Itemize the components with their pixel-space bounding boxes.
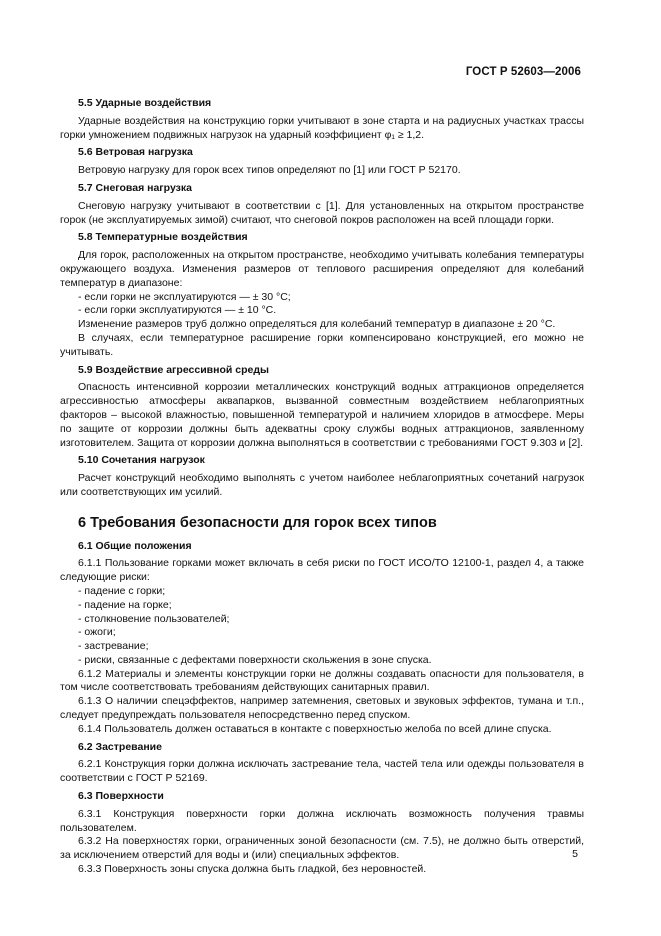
list-item: - риски, связанные с дефектами поверхности скольжения в зоне спуска. [78, 653, 432, 666]
heading-5-6: 5.6 Ветровая нагрузка [78, 146, 193, 159]
paragraph-6-1-2: 6.1.2 Материалы и элементы конструкции горки не должны создавать опасности для пользователя, в том числе соответствовать требованиям действующих санитарных правил. [60, 667, 584, 694]
heading-5-9: 5.9 Воздействие агрессивной среды [78, 363, 269, 376]
list-item: - застревание; [78, 640, 149, 653]
paragraph-5-8-pipes: Изменение размеров труб должно определяться для колебаний температур в диапазоне ± 20 °С. [78, 318, 556, 331]
heading-5-8: 5.8 Температурные воздействия [78, 231, 248, 244]
heading-5-5: 5.5 Ударные воздействия [78, 97, 212, 109]
document-code-header: ГОСТ Р 52603—2006 [465, 66, 581, 78]
paragraph-5-8-compensation: В случаях, если температурное расширение горки компенсировано конструкцией, его можно не учитывать. [60, 331, 584, 358]
paragraph-5-5: Ударные воздействия на конструкцию горки учитывают в зоне старта и на радиусных участках трассы горки умножением подвижных нагрузок на ударный коэффициент φ₁ ≥ 1,2. [60, 114, 584, 141]
paragraph-5-6: Ветровую нагрузку для горок всех типов определяют по [1] или ГОСТ Р 52170. [78, 164, 461, 177]
paragraph-6-1-1: 6.1.1 Пользование горками может включать в себя риски по ГОСТ ИСО/ТО 12100-1, раздел 4, а также следующие риски: [60, 557, 584, 584]
heading-6-3: 6.3 Поверхности [78, 790, 164, 803]
paragraph-6-3-1: 6.3.1 Конструкция поверхности горки должна исключать возможность получения травмы пользователем. [60, 807, 584, 834]
paragraph-5-9: Опасность интенсивной коррозии металлических конструкций водных аттракционов определяется агрессивностью атмосферы аквапарков, вызванной совместным воздействием неблагоприятных факторов – высокой влажностью, повышенной температурой и наличием хлоридов в атмосфере. Меры по защите от коррозии должны быть адекватны сроку службы водных аттракционов, заявленному изготовителем. Защита от коррозии должна выполняться в соответствии с требованиями ГОСТ 9.303 и [2]. [60, 381, 584, 449]
list-item: - падение с горки; [78, 584, 166, 597]
list-item: - если горки не эксплуатируются — ± 30 °С; [78, 290, 291, 303]
paragraph-6-1-4: 6.1.4 Пользователь должен оставаться в контакте с поверхностью желоба по всей длине спуска. [78, 722, 552, 735]
paragraph-5-8-intro: Для горок, расположенных на открытом пространстве, необходимо учитывать колебания температуры окружающего воздуха. Изменения размеров от теплового расширения определяют для колебаний температур в диапазоне: [60, 249, 584, 289]
paragraph-5-10: Расчет конструкций необходимо выполнять с учетом наиболее неблагоприятных сочетаний нагрузок или соответствующих им усилий. [60, 472, 584, 498]
document-body [60, 97, 584, 877]
heading-5-7: 5.7 Снеговая нагрузка [78, 181, 192, 194]
list-item: - столкновение пользователей; [78, 612, 230, 625]
list-item: - если горки эксплуатируются — ± 10 °С. [78, 304, 277, 317]
paragraph-6-2-1: 6.2.1 Конструкция горки должна исключать застревание тела, частей тела или одежды пользователя в соответствии с ГОСТ Р 52169. [60, 758, 584, 785]
paragraph-6-3-3: 6.3.3 Поверхность зоны спуска должна быть гладкой, без неровностей. [78, 863, 427, 876]
list-item: - ожоги; [78, 626, 116, 639]
paragraph-6-1-3: 6.1.3 О наличии спецэффектов, например затемнения, световых и звуковых эффектов, тумана и т.п., следует предупреждать пользователя непосредственно перед спуском. [60, 695, 584, 722]
heading-6-2: 6.2 Застревание [78, 740, 162, 753]
section-6-title: 6 Требования безопасности для горок всех типов [78, 514, 437, 531]
heading-5-10: 5.10 Сочетания нагрузок [78, 454, 205, 467]
paragraph-6-3-2: 6.3.2 На поверхностях горки, ограниченных зоной безопасности (см. 7.5), не должно быть отверстий, за исключением отверстий для воды и (или) специальных эффектов. [60, 835, 584, 862]
list-item: - падение на горке; [78, 598, 172, 611]
page-number: 5 [572, 848, 578, 860]
paragraph-5-7: Снеговую нагрузку учитывают в соответствии с [1]. Для установленных на открытом пространстве горок (не эксплуатируемых зимой) считают, что снеговой покров расположен на всей площади горки. [60, 199, 584, 226]
heading-6-1: 6.1 Общие положения [78, 539, 192, 552]
